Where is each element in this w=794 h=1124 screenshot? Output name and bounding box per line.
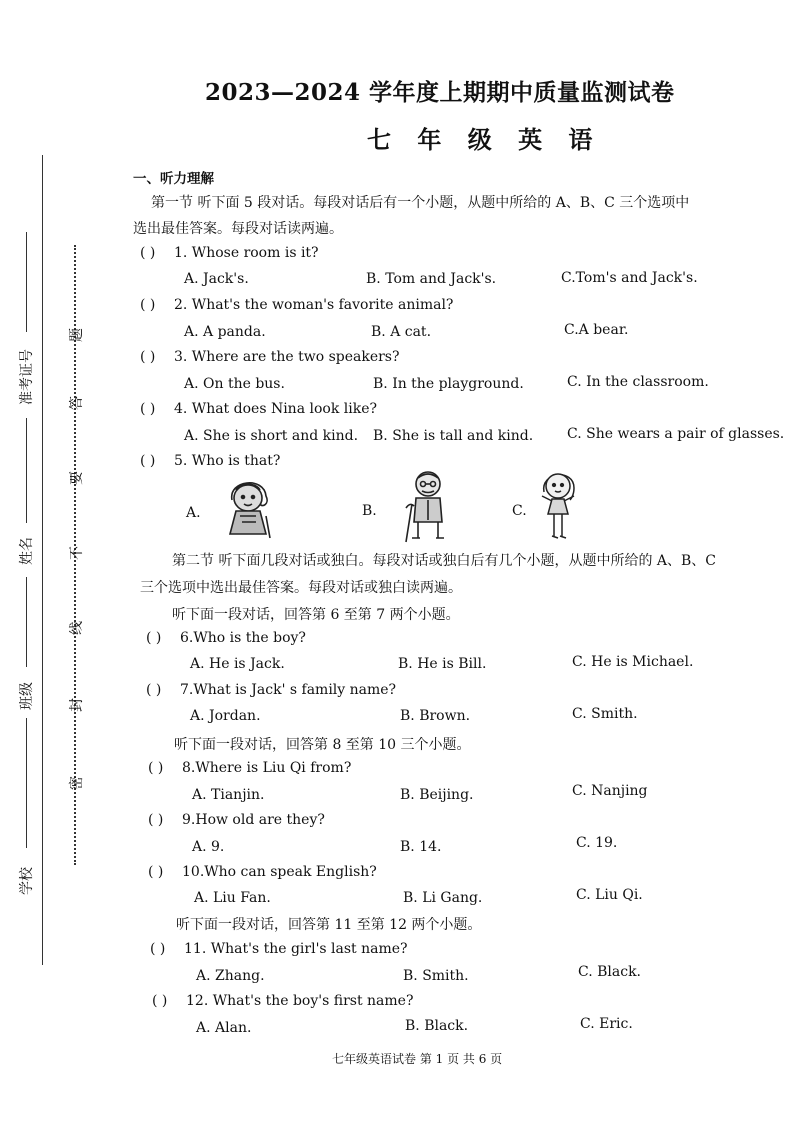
exam-title: 2023—2024 学年度上期期中质量监测试卷 <box>205 79 675 106</box>
part1-instructions-cont: 选出最佳答案。每段对话读两遍。 <box>133 221 343 237</box>
q11-option-b: B. Smith. <box>403 968 469 984</box>
seal-char: 答 <box>69 396 85 410</box>
seal-char: 题 <box>69 328 85 342</box>
name-line <box>26 418 27 523</box>
girl-picture <box>536 466 580 544</box>
q12-option-b: B. Black. <box>405 1018 469 1034</box>
q7-option-c: C. Smith. <box>572 706 638 722</box>
q2-option-a: A. A panda. <box>184 324 266 340</box>
school-label: 学校 <box>19 867 35 895</box>
q5-option-a: A. <box>186 505 201 521</box>
question-4: ( ) 4. What does Nina look like? <box>140 401 377 417</box>
name-label: 姓名 <box>19 537 35 565</box>
q4-option-c: C. She wears a pair of glasses. <box>567 426 785 442</box>
q11-option-c: C. Black. <box>578 964 641 980</box>
seal-char: 不 <box>69 546 85 560</box>
exam-subtitle: 七 年 级 英 语 <box>367 125 602 154</box>
seal-char: 要 <box>69 471 85 485</box>
question-11: ( ) 11. What's the girl's last name? <box>150 941 408 957</box>
q10-option-a: A. Liu Fan. <box>194 890 271 906</box>
school-line <box>26 718 27 848</box>
question-6: ( ) 6.Who is the boy? <box>146 630 306 646</box>
grandfather-picture <box>398 468 456 544</box>
q3-option-a: A. On the bus. <box>184 376 285 392</box>
q4-option-b: B. She is tall and kind. <box>373 428 534 444</box>
q6-option-a: A. He is Jack. <box>190 656 285 672</box>
class-line <box>26 577 27 667</box>
q12-option-c: C. Eric. <box>580 1016 633 1032</box>
seal-char: 封 <box>69 698 85 712</box>
q6-option-b: B. He is Bill. <box>398 656 487 672</box>
seal-char: 密 <box>69 776 85 790</box>
q8-option-b: B. Beijing. <box>400 787 474 803</box>
q3-option-c: C. In the classroom. <box>567 374 709 390</box>
q5-option-c: C. <box>512 503 527 519</box>
q4-option-a: A. She is short and kind. <box>184 428 359 444</box>
question-9: ( ) 9.How old are they? <box>148 812 325 828</box>
seal-char: 线 <box>69 621 85 635</box>
q9-option-a: A. 9. <box>192 839 225 855</box>
instruction-q11-q12: 听下面一段对话，回答第 11 至第 12 两个小题。 <box>176 917 482 933</box>
q1-option-c: C.Tom's and Jack's. <box>561 270 698 286</box>
q11-option-a: A. Zhang. <box>196 968 265 984</box>
section-heading: 一、听力理解 <box>133 171 214 187</box>
q8-option-c: C. Nanjing <box>572 783 648 799</box>
q3-option-b: B. In the playground. <box>373 376 524 392</box>
part2-instructions: 第二节 听下面几段对话或独白。每段对话或独白后有几个小题，从题中所给的 A、B、C <box>172 553 717 569</box>
q12-option-a: A. Alan. <box>196 1020 252 1036</box>
q10-option-b: B. Li Gang. <box>403 890 483 906</box>
page-footer: 七年级英语试卷 第 1 页 共 6 页 <box>332 1052 503 1066</box>
q7-option-a: A. Jordan. <box>190 708 261 724</box>
part2-instructions-cont: 三个选项中选出最佳答案。每段对话或独白读两遍。 <box>140 580 462 596</box>
question-7: ( ) 7.What is Jack' s family name? <box>146 682 397 698</box>
question-2: ( ) 2. What's the woman's favorite animal? <box>140 297 454 313</box>
q5-option-b: B. <box>362 503 377 519</box>
q1-option-b: B. Tom and Jack's. <box>366 271 497 287</box>
q6-option-c: C. He is Michael. <box>572 654 694 670</box>
q8-option-a: A. Tianjin. <box>192 787 265 803</box>
question-10: ( ) 10.Who can speak English? <box>148 864 377 880</box>
question-3: ( ) 3. Where are the two speakers? <box>140 349 400 365</box>
part1-instructions: 第一节 听下面 5 段对话。每段对话后有一个小题，从题中所给的 A、B、C 三个选项中 <box>151 195 690 211</box>
class-label: 班级 <box>19 682 35 710</box>
admission-number-label: 准考证号 <box>19 349 35 405</box>
q10-option-c: C. Liu Qi. <box>576 887 643 903</box>
instruction-q8-q10: 听下面一段对话，回答第 8 至第 10 三个小题。 <box>174 737 471 753</box>
question-12: ( ) 12. What's the boy's first name? <box>152 993 414 1009</box>
instruction-q6-q7: 听下面一段对话，回答第 6 至第 7 两个小题。 <box>172 607 460 623</box>
grandmother-picture <box>222 474 278 540</box>
q7-option-b: B. Brown. <box>400 708 471 724</box>
binding-solid-line <box>42 155 43 965</box>
q9-option-c: C. 19. <box>576 835 618 851</box>
q2-option-b: B. A cat. <box>371 324 432 340</box>
question-1: ( ) 1. Whose room is it? <box>140 245 319 261</box>
admission-number-line <box>26 232 27 332</box>
q1-option-a: A. Jack's. <box>184 271 249 287</box>
q9-option-b: B. 14. <box>400 839 442 855</box>
question-5: ( ) 5. Who is that? <box>140 453 281 469</box>
question-8: ( ) 8.Where is Liu Qi from? <box>148 760 352 776</box>
q2-option-c: C.A bear. <box>564 322 629 338</box>
